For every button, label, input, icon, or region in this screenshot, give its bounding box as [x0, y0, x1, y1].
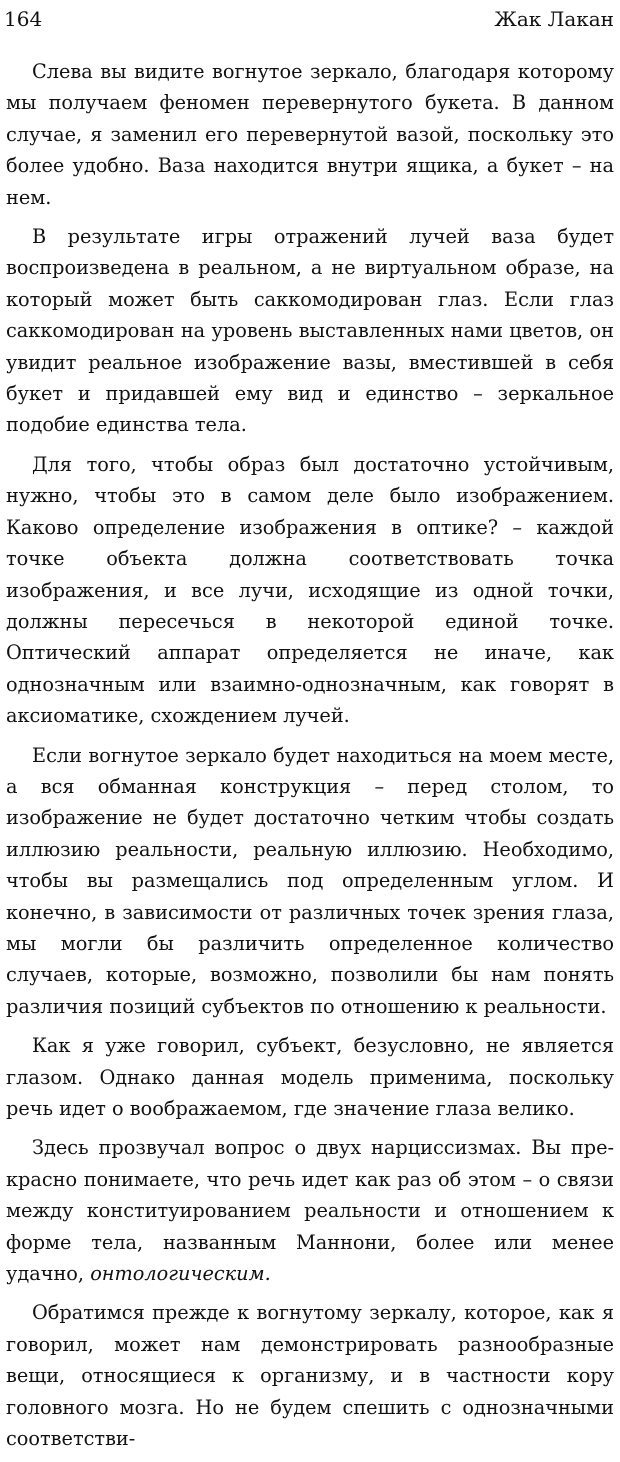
paragraph-6	[6, 1132, 614, 1289]
paragraph-5: Как я уже говорил, субъект, безусловно, не является глазом. Однако данная модель применима, поскольку речь идет о воображаемом, где значение глаза велико.	[6, 1034, 614, 1120]
page-header	[4, 2, 614, 36]
italic-term: онтологическим.	[90, 1262, 271, 1286]
paragraph-7: Обратимся прежде к вогнутому зеркалу, которое, как я говорил, может нам демонстрировать разнообразные вещи, относящиеся к организму, и в частности кору головного мозга. Но не будем спешить с однозначными соответстви-	[6, 1301, 614, 1451]
paragraph-4: Если вогнутое зеркало будет находиться на моем месте, а вся обманная конструкция – перед столом, то изображение не будет достаточно четким чтобы создать иллюзию реальности, реальную иллюзию. Необходимо, чтобы вы размещались под определенным углом. И конечно, в зависимости от различных точек зрения глаза, мы могли бы различить определенное количество случаев, которые, возможно, позволили бы нам понять различия позиций субъектов по отношению к реальности.	[6, 743, 614, 1018]
paragraph-6-text: Здесь прозвучал вопрос о двух нарциссизмах. Вы прекрасно понимаете, что речь идет как раз об этом – о связи между конституированием реальности и отношением к форме тела, названным Маннони, более или менее удачно,	[6, 1136, 614, 1286]
body-text	[6, 56, 614, 1462]
running-head: Жак Лакан	[494, 7, 614, 31]
paragraph-1: Слева вы видите вогнутое зеркало, благодаря которому мы получаем феномен перевернутого букета. В данном случае, я заменил его перевернутой вазой, поскольку это более удобно. Ваза находится внутри ящика, а букет – на нем.	[6, 60, 614, 209]
paragraph-3: Для того, чтобы образ был достаточно устойчивым, нужно, чтобы это в самом деле было изображением. Каково определение изображения в оптике? – каждой точке объекта должна соответствовать точка изображения, и все лучи, исходящие из одной точки, должны пересечься в некоторой единой точке. Оптический аппарат определяется не иначе, как однозначным или взаимно-однозначным, как говорят в аксиоматике, схождением лучей.	[6, 452, 614, 728]
page-number: 164	[4, 7, 43, 31]
paragraph-2: В результате игры отражений лучей ваза будет воспроизведена в реальном, а не виртуальном образе, на который может быть саккомодирован глаз. Если глаз саккомодирован на уровень выставленных нами цветов, он увидит реальное изображение вазы, вместившей в себя букет и придавшей ему вид и единство – зеркальное подобие единства тела.	[6, 225, 614, 437]
